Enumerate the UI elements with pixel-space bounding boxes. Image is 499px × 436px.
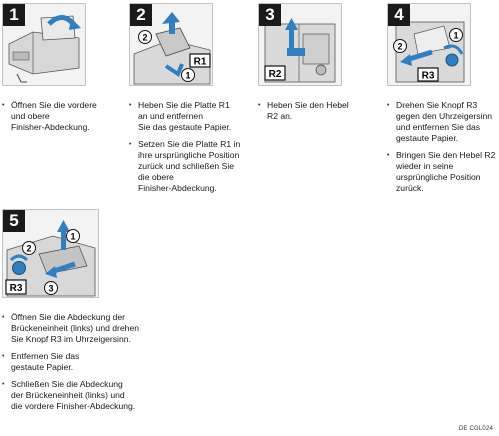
step-3-illustration (258, 3, 342, 86)
step-2-illustration (129, 3, 213, 86)
step-4-instructions (387, 100, 499, 200)
step-3-instructions (258, 100, 374, 128)
step-1-illustration (2, 3, 86, 86)
step-4-callout-1: 1 (453, 30, 459, 41)
step-4-callout-2: 2 (397, 41, 403, 52)
step-4-item-1: • Drehen Sie Knopf R3 gegen den Uhrzeigersinn und entfernen Sie das gestaute Papier. (387, 100, 499, 144)
step-5-knob-label: R3 (9, 283, 23, 294)
step-3-number: 3 (259, 4, 281, 26)
step-5-item-1: • Öffnen Sie die Abdeckung der Brückeneinheit (links) und drehen Sie Knopf R3 im Uhrzeigersinn. (2, 312, 162, 345)
step-5-number: 5 (3, 210, 25, 232)
step-5-callout-3: 3 (48, 283, 54, 294)
step-5-instructions (2, 312, 162, 418)
step-1-instructions (2, 100, 122, 139)
step-4-illustration (387, 3, 471, 86)
step-5-illustration (2, 209, 99, 298)
step-5-item-3: • Schließen Sie die Abdeckung der Brückeneinheit (links) und die vordere Finisher-Abdeckung. (2, 379, 162, 412)
step-2-plate-label: R1 (193, 56, 207, 68)
step-1-number: 1 (3, 4, 25, 26)
step-4-knob-label: R3 (421, 70, 435, 82)
step-1-item-1: • Öffnen Sie die vordere und obere Finisher-Abdeckung. (2, 100, 122, 133)
step-5-callout-1: 1 (70, 231, 76, 242)
step-4-item-2: • Bringen Sie den Hebel R2 wieder in seine ursprüngliche Position zurück. (387, 150, 499, 194)
step-2-item-2: • Setzen Sie die Platte R1 in ihre ursprüngliche Position zurück und schließen Sie die obere Finisher-Abdeckung. (129, 139, 255, 194)
reference-code: DE CGL024 (458, 426, 493, 432)
step-4-number: 4 (388, 4, 410, 26)
step-3-lever-label: R2 (268, 69, 282, 80)
step-2-number: 2 (130, 4, 152, 26)
step-5-item-2: • Entfernen Sie das gestaute Papier. (2, 351, 162, 373)
step-2-callout-1: 1 (185, 70, 191, 81)
step-2-item-1: • Heben Sie die Platte R1 an und entfernen Sie das gestaute Papier. (129, 100, 255, 133)
step-5-callout-2: 2 (26, 243, 32, 254)
step-3-item-1: • Heben Sie den Hebel R2 an. (258, 100, 374, 122)
step-2-instructions (129, 100, 255, 200)
step-2-callout-2: 2 (142, 32, 148, 43)
